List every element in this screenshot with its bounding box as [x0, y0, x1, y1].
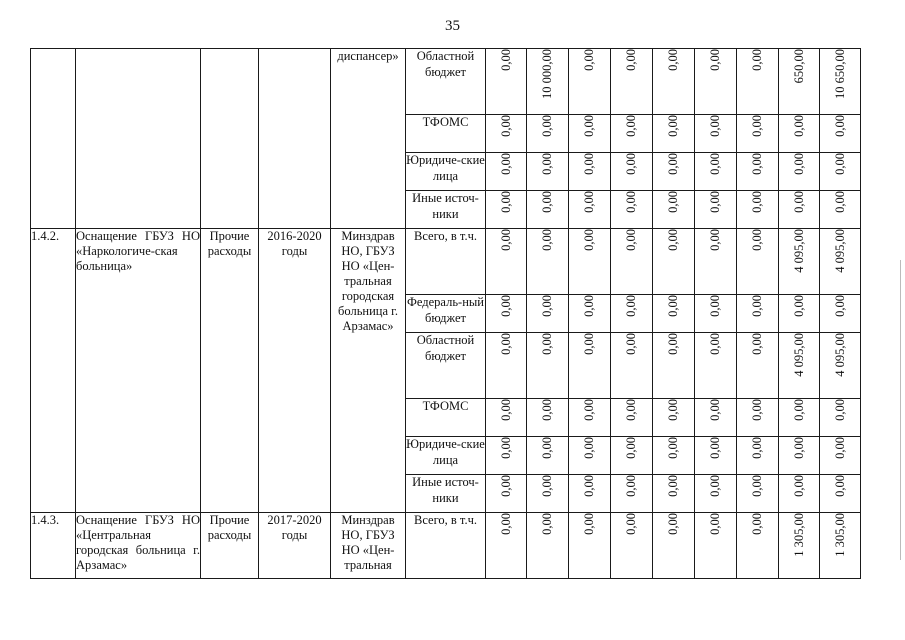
value-text: 0,00	[624, 399, 638, 421]
value-text: 0,00	[582, 399, 596, 421]
value-text: 0,00	[624, 153, 638, 175]
value-text: 0,00	[750, 229, 764, 251]
value-text: 0,00	[540, 475, 554, 497]
value-text: 0,00	[498, 191, 513, 213]
executor-cell: Минздрав НО, ГБУЗ НО «Цен-тральная городская больница г. Арзамас»	[331, 229, 406, 513]
value-text: 0,00	[540, 153, 554, 175]
value-text: 0,00	[624, 295, 638, 317]
value-cell	[820, 475, 861, 513]
funding-source-cell: Областной бюджет	[406, 49, 486, 115]
value-cell	[611, 295, 653, 333]
value-text: 0,00	[582, 437, 596, 459]
period-cell	[259, 49, 331, 229]
value-text: 0,00	[540, 437, 554, 459]
value-text: 1 305,00	[791, 513, 806, 557]
value-text: 0,00	[666, 475, 680, 497]
value-cell	[779, 229, 820, 295]
value-cell	[486, 333, 527, 399]
value-text: 0,00	[708, 513, 722, 535]
value-text: 0,00	[666, 229, 680, 251]
table-row	[31, 49, 861, 115]
value-cell	[695, 229, 737, 295]
funding-source-cell: ТФОМС	[406, 115, 486, 153]
value-cell	[611, 437, 653, 475]
value-cell	[486, 229, 527, 295]
value-cell	[611, 49, 653, 115]
value-cell	[653, 333, 695, 399]
value-cell	[486, 153, 527, 191]
value-cell	[486, 437, 527, 475]
item-number-cell: 1.4.2.	[31, 229, 76, 513]
value-cell	[737, 513, 779, 579]
value-text: 0,00	[540, 513, 554, 535]
value-cell	[737, 475, 779, 513]
value-text: 0,00	[582, 49, 596, 71]
value-text: 0,00	[708, 399, 722, 421]
value-cell	[527, 115, 569, 153]
value-text: 0,00	[708, 295, 722, 317]
value-cell	[611, 153, 653, 191]
value-text: 0,00	[540, 399, 554, 421]
value-cell	[695, 513, 737, 579]
value-text: 0,00	[750, 295, 764, 317]
value-cell	[527, 437, 569, 475]
value-text: 0,00	[791, 295, 806, 317]
value-cell	[569, 295, 611, 333]
value-text: 0,00	[582, 153, 596, 175]
value-text: 0,00	[832, 475, 847, 497]
item-number-cell: 1.4.3.	[31, 513, 76, 579]
value-text: 0,00	[498, 295, 513, 317]
value-text: 0,00	[708, 475, 722, 497]
value-cell	[737, 115, 779, 153]
value-text: 0,00	[750, 475, 764, 497]
value-text: 0,00	[498, 333, 513, 355]
value-cell	[737, 437, 779, 475]
value-text: 0,00	[750, 115, 764, 137]
executor-continued-cell: диспансер»	[331, 49, 406, 229]
value-cell	[820, 437, 861, 475]
value-text: 10 000,00	[540, 49, 554, 99]
value-cell	[486, 399, 527, 437]
value-text: 0,00	[666, 399, 680, 421]
value-cell	[527, 333, 569, 399]
value-cell	[569, 115, 611, 153]
value-text: 0,00	[832, 191, 847, 213]
funding-source-cell: Областной бюджет	[406, 333, 486, 399]
value-cell	[486, 191, 527, 229]
value-cell	[695, 475, 737, 513]
value-text: 0,00	[708, 437, 722, 459]
value-cell	[569, 513, 611, 579]
value-cell	[527, 475, 569, 513]
value-cell	[653, 191, 695, 229]
value-text: 0,00	[708, 115, 722, 137]
value-cell	[527, 513, 569, 579]
funding-source-cell: Федераль-ный бюджет	[406, 295, 486, 333]
value-cell	[611, 513, 653, 579]
value-cell	[653, 115, 695, 153]
value-cell	[820, 49, 861, 115]
value-cell	[737, 295, 779, 333]
value-text: 0,00	[666, 295, 680, 317]
value-text: 0,00	[791, 399, 806, 421]
value-cell	[820, 333, 861, 399]
value-cell	[737, 229, 779, 295]
value-text: 0,00	[624, 333, 638, 355]
value-text: 0,00	[498, 399, 513, 421]
value-text: 0,00	[582, 513, 596, 535]
value-cell	[779, 49, 820, 115]
table-row	[31, 513, 861, 579]
value-cell	[527, 191, 569, 229]
expense-type-cell	[201, 49, 259, 229]
value-cell	[779, 513, 820, 579]
value-cell	[820, 399, 861, 437]
value-text: 0,00	[498, 49, 513, 71]
value-text: 0,00	[582, 295, 596, 317]
value-cell	[779, 153, 820, 191]
value-cell	[779, 333, 820, 399]
value-cell	[569, 229, 611, 295]
value-cell	[779, 437, 820, 475]
value-cell	[527, 229, 569, 295]
budget-table	[30, 48, 861, 579]
value-text: 0,00	[666, 49, 680, 71]
value-text: 0,00	[498, 115, 513, 137]
value-cell	[820, 115, 861, 153]
value-cell	[737, 333, 779, 399]
value-cell	[486, 475, 527, 513]
value-cell	[569, 153, 611, 191]
value-text: 0,00	[624, 191, 638, 213]
value-text: 0,00	[666, 513, 680, 535]
value-cell	[486, 115, 527, 153]
value-text: 0,00	[540, 295, 554, 317]
value-text: 0,00	[708, 153, 722, 175]
value-text: 0,00	[498, 437, 513, 459]
value-cell	[653, 49, 695, 115]
value-cell	[569, 333, 611, 399]
value-text: 0,00	[832, 115, 847, 137]
value-cell	[611, 115, 653, 153]
value-text: 0,00	[582, 475, 596, 497]
item-name-cell	[76, 49, 201, 229]
value-text: 0,00	[750, 513, 764, 535]
value-text: 0,00	[582, 229, 596, 251]
value-text: 4 095,00	[832, 333, 847, 377]
value-cell	[779, 475, 820, 513]
item-name-cell: Оснащение ГБУЗ НО «Центральная городская больница г. Арзамас»	[76, 513, 201, 579]
value-text: 0,00	[832, 437, 847, 459]
value-cell	[820, 513, 861, 579]
value-cell	[653, 399, 695, 437]
value-text: 0,00	[498, 153, 513, 175]
value-text: 0,00	[666, 115, 680, 137]
value-cell	[611, 333, 653, 399]
value-cell	[695, 153, 737, 191]
value-cell	[611, 191, 653, 229]
value-cell	[527, 399, 569, 437]
period-cell: 2016-2020 годы	[259, 229, 331, 513]
value-cell	[737, 49, 779, 115]
funding-source-cell: Иные источ-ники	[406, 191, 486, 229]
value-text: 0,00	[832, 399, 847, 421]
value-text: 0,00	[498, 475, 513, 497]
item-name-cell: Оснащение ГБУЗ НО «Наркологиче-ская больница»	[76, 229, 201, 513]
value-text: 0,00	[582, 115, 596, 137]
value-cell	[779, 191, 820, 229]
value-cell	[611, 229, 653, 295]
value-text: 0,00	[498, 513, 513, 535]
value-cell	[820, 191, 861, 229]
value-cell	[569, 475, 611, 513]
value-text: 4 095,00	[791, 333, 806, 377]
value-cell	[611, 399, 653, 437]
value-text: 0,00	[791, 153, 806, 175]
value-cell	[569, 191, 611, 229]
value-cell	[653, 513, 695, 579]
value-text: 0,00	[750, 191, 764, 213]
value-text: 10 650,00	[832, 49, 847, 99]
value-cell	[527, 49, 569, 115]
value-cell	[569, 399, 611, 437]
value-text: 0,00	[708, 49, 722, 71]
value-cell	[820, 153, 861, 191]
value-cell	[737, 191, 779, 229]
value-cell	[779, 399, 820, 437]
value-cell	[527, 295, 569, 333]
value-text: 0,00	[791, 475, 806, 497]
value-text: 650,00	[791, 49, 806, 84]
value-text: 0,00	[666, 153, 680, 175]
value-text: 0,00	[624, 49, 638, 71]
value-cell	[695, 115, 737, 153]
value-text: 4 095,00	[791, 229, 806, 273]
executor-cell: Минздрав НО, ГБУЗ НО «Цен-тральная	[331, 513, 406, 579]
value-text: 0,00	[624, 513, 638, 535]
value-text: 0,00	[624, 437, 638, 459]
value-cell	[653, 475, 695, 513]
value-text: 0,00	[540, 229, 554, 251]
value-cell	[486, 49, 527, 115]
value-cell	[737, 153, 779, 191]
value-cell	[569, 437, 611, 475]
value-cell	[653, 437, 695, 475]
value-text: 0,00	[832, 295, 847, 317]
value-text: 0,00	[624, 229, 638, 251]
funding-source-cell: Юридиче-ские лица	[406, 153, 486, 191]
value-text: 0,00	[540, 191, 554, 213]
value-cell	[820, 295, 861, 333]
table-row	[31, 229, 861, 295]
value-cell	[695, 49, 737, 115]
value-text: 0,00	[750, 153, 764, 175]
value-text: 0,00	[708, 333, 722, 355]
value-cell	[653, 229, 695, 295]
value-text: 0,00	[624, 115, 638, 137]
funding-source-cell: Всего, в т.ч.	[406, 229, 486, 295]
funding-source-cell: Юридиче-ские лица	[406, 437, 486, 475]
expense-type-cell: Прочие расходы	[201, 513, 259, 579]
value-cell	[611, 475, 653, 513]
value-text: 0,00	[540, 115, 554, 137]
value-text: 0,00	[750, 49, 764, 71]
value-cell	[695, 191, 737, 229]
value-text: 4 095,00	[832, 229, 847, 273]
value-text: 0,00	[708, 229, 722, 251]
funding-source-cell: ТФОМС	[406, 399, 486, 437]
value-text: 0,00	[750, 333, 764, 355]
value-cell	[653, 295, 695, 333]
table-body	[31, 49, 861, 579]
item-number-cell	[31, 49, 76, 229]
value-text: 0,00	[540, 333, 554, 355]
value-cell	[527, 153, 569, 191]
value-text: 0,00	[582, 191, 596, 213]
value-cell	[486, 295, 527, 333]
value-cell	[695, 437, 737, 475]
value-cell	[569, 49, 611, 115]
expense-type-cell: Прочие расходы	[201, 229, 259, 513]
value-text: 0,00	[832, 153, 847, 175]
value-cell	[779, 295, 820, 333]
page-number: 35	[445, 18, 460, 34]
value-text: 1 305,00	[832, 513, 847, 557]
funding-source-cell: Всего, в т.ч.	[406, 513, 486, 579]
value-text: 0,00	[708, 191, 722, 213]
value-cell	[653, 153, 695, 191]
value-text: 0,00	[750, 437, 764, 459]
value-cell	[486, 513, 527, 579]
value-cell	[695, 333, 737, 399]
value-text: 0,00	[791, 115, 806, 137]
value-text: 0,00	[666, 437, 680, 459]
value-cell	[695, 399, 737, 437]
value-text: 0,00	[624, 475, 638, 497]
value-text: 0,00	[791, 437, 806, 459]
value-text: 0,00	[750, 399, 764, 421]
value-text: 0,00	[498, 229, 513, 251]
value-cell	[820, 229, 861, 295]
period-cell: 2017-2020 годы	[259, 513, 331, 579]
value-text: 0,00	[582, 333, 596, 355]
scan-artifact	[900, 260, 901, 560]
value-cell	[695, 295, 737, 333]
value-text: 0,00	[791, 191, 806, 213]
value-text: 0,00	[666, 191, 680, 213]
funding-source-cell: Иные источ-ники	[406, 475, 486, 513]
value-text: 0,00	[666, 333, 680, 355]
value-cell	[737, 399, 779, 437]
value-cell	[779, 115, 820, 153]
